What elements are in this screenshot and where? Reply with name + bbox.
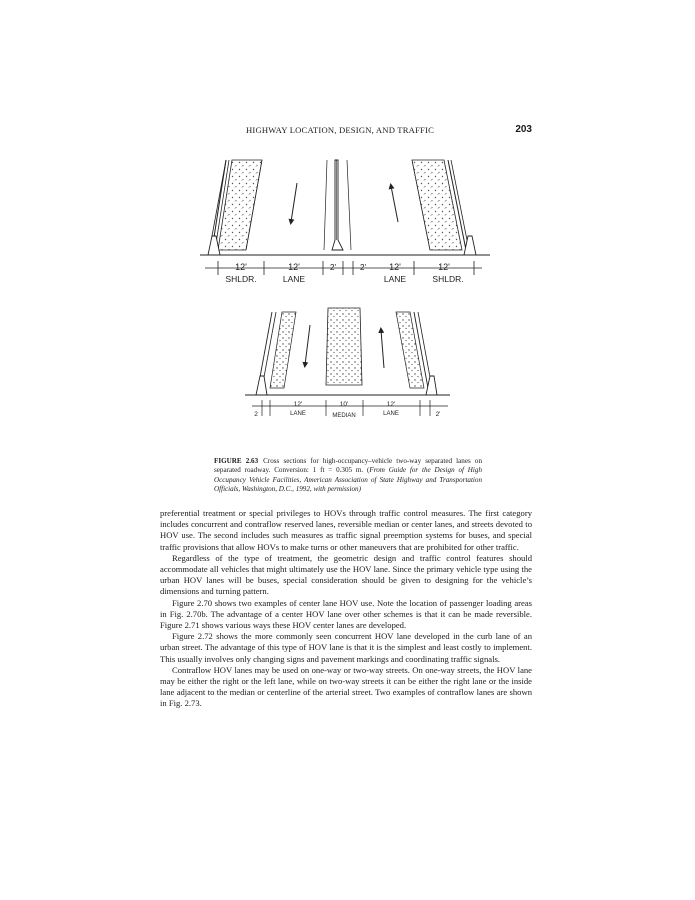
bottom-cross-section bbox=[245, 308, 450, 419]
center-barrier bbox=[332, 160, 343, 250]
paragraph: Figure 2.72 shows the more commonly seen concurrent HOV lane developed in the curb lane of an urban street. The advantage of this type of HOV lane is that it is the simplest and least costly to implement. This usually involves only changing signs and pavement markings and coordinating traffic signals. bbox=[160, 631, 532, 664]
bottom-arrow-up bbox=[381, 330, 384, 368]
top-label-lane-left: LANE bbox=[282, 274, 306, 284]
bottom-dim-5: 2' bbox=[435, 411, 441, 418]
bottom-label-lane-right: LANE bbox=[383, 411, 399, 417]
paragraph: Regardless of the type of treatment, the geometric design and traffic control features should accommodate all vehicles that might ultimately use the HOV lane. Since the primary vehicle type using the urban HOV lanes will be buses, special consideration should be given to designing for the vehicle’s dimensions and turning pattern. bbox=[160, 552, 532, 597]
top-label-shoulder-left: SHLDR. bbox=[225, 274, 257, 284]
bottom-dim-4: 12' bbox=[386, 401, 396, 408]
bottom-label-lane-left: LANE bbox=[290, 411, 306, 417]
top-dim-6: 12' bbox=[438, 262, 450, 272]
bottom-dim-1: 2 bbox=[254, 411, 258, 418]
top-label-lane-right: LANE bbox=[383, 274, 407, 284]
caption-label: FIGURE 2.63 bbox=[214, 457, 259, 465]
paragraph: preferential treatment or special privileges to HOVs through traffic control measures. The first category includes concurrent and contraflow reserved lanes, reversible median or center lanes, and streets devoted to HOV use. The second includes such measures as traffic signal preemption systems for buses, and special traffic provisions that allow HOVs to make turns or other maneuvers that are prohibited for other traffic. bbox=[160, 508, 532, 552]
top-dim-1: 12' bbox=[235, 262, 247, 272]
right-shoulder bbox=[412, 160, 462, 250]
figure-caption bbox=[214, 457, 482, 494]
paragraph: Figure 2.70 shows two examples of center lane HOV use. Note the location of passenger loading areas in Fig. 2.70b. The advantage of a center HOV lane over other schemes is that it can be made reversible. Figure 2.71 shows various ways these HOV center lanes are developed. bbox=[160, 597, 532, 631]
bottom-dim-2: 12' bbox=[293, 401, 303, 408]
paragraph: Contraflow HOV lanes may be used on one-way or two-way streets. On one-way streets, the HOV lane may be either the right or the left lane, while on two-way streets it can be either the right lane or the inside lane adjacent to the median or centerline of the arterial street. Two examples of contraflow lanes are shown in Fig. 2.73. bbox=[160, 664, 532, 709]
bottom-label-median: MEDIAN bbox=[332, 413, 356, 419]
caption-text: Cross sections for high-occupancy–vehicle two-way separated lanes on separated roadway. Conversion: 1 ft = 0.305 m. ( bbox=[214, 457, 482, 475]
left-shoulder bbox=[218, 160, 262, 250]
median-strip bbox=[326, 308, 362, 385]
top-dim-2: 12' bbox=[288, 262, 300, 272]
header-title: HIGHWAY LOCATION, DESIGN, AND TRAFFIC bbox=[246, 125, 435, 135]
caption-source: From Guide for the Design of High Occupancy Vehicle Facilities, American Association of State Highway and Transportation Officials, Washington, D.C., 1992, with permission) bbox=[214, 466, 482, 493]
traffic-arrow-down bbox=[291, 183, 297, 222]
bottom-arrow-down bbox=[305, 325, 310, 365]
top-dim-3: 2' bbox=[330, 263, 336, 272]
top-dim-4: 2' bbox=[360, 263, 366, 272]
bottom-dim-3: 10' bbox=[339, 401, 349, 408]
body-text bbox=[160, 508, 532, 710]
top-cross-section bbox=[200, 160, 490, 284]
top-dim-5: 12' bbox=[389, 262, 401, 272]
top-label-shoulder-right: SHLDR. bbox=[432, 274, 464, 284]
traffic-arrow-up bbox=[391, 186, 398, 222]
page-number: 203 bbox=[515, 124, 532, 135]
